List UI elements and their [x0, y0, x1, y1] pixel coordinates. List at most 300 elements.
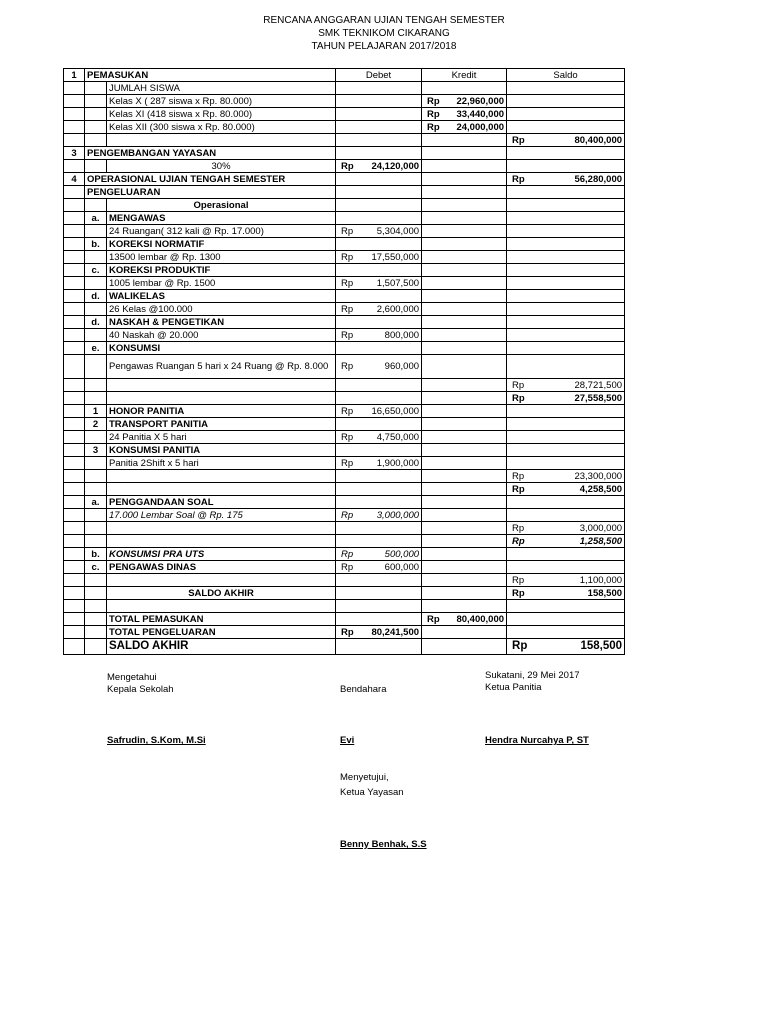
row-description: NASKAH & PENGETIKAN: [107, 316, 336, 329]
row-subindex: [85, 303, 107, 316]
table-row: [64, 290, 625, 303]
row-description: 17.000 Lembar Soal @ Rp. 175: [107, 509, 336, 522]
table-row: [64, 121, 625, 134]
kredit-amount: 24,000,000: [456, 121, 505, 133]
debet-amount: 960,000: [384, 361, 420, 372]
ketua-panitia-name: Hendra Nurcahya P, ST: [485, 735, 589, 746]
table-row: [64, 405, 625, 418]
kredit-cell: [422, 457, 507, 470]
row-subindex: [85, 277, 107, 290]
row-subindex: [85, 134, 107, 147]
row-subindex: [85, 470, 107, 483]
row-number: [64, 457, 85, 470]
row-subindex: [85, 95, 107, 108]
saldo-currency: Rp: [512, 574, 525, 586]
table-row: [64, 444, 625, 457]
saldo-cell: [507, 496, 625, 509]
place-date: Sukatani, 29 Mei 2017: [485, 670, 580, 681]
saldo-cell: [507, 392, 625, 405]
kredit-cell: [422, 392, 507, 405]
debet-cell: [336, 613, 422, 626]
table-row: [64, 277, 625, 290]
row-number: [64, 95, 85, 108]
saldo-cell: [507, 225, 625, 238]
ketua-yayasan-title: Ketua Yayasan: [340, 787, 404, 798]
table-row: [64, 548, 625, 561]
row-number: [64, 225, 85, 238]
kredit-cell: [422, 290, 507, 303]
row-subindex: [85, 379, 107, 392]
row-description: Kelas XII (300 siswa x Rp. 80.000): [107, 121, 336, 134]
debet-cell: [336, 108, 422, 121]
saldo-cell: [507, 574, 625, 587]
row-subindex: [85, 108, 107, 121]
saldo-cell: [507, 509, 625, 522]
table-row: [64, 108, 625, 121]
row-description: [107, 535, 336, 548]
debet-cell: [336, 379, 422, 392]
row-subindex: a.: [85, 496, 107, 509]
debet-cell: [336, 535, 422, 548]
row-description: 26 Kelas @100.000: [107, 303, 336, 316]
table-row: [64, 600, 625, 613]
row-subindex: [85, 522, 107, 535]
row-description: KOREKSI NORMATIF: [107, 238, 336, 251]
kredit-cell: [422, 186, 507, 199]
row-description: WALIKELAS: [107, 290, 336, 303]
table-row: [64, 522, 625, 535]
debet-amount: 800,000: [384, 329, 420, 341]
debet-amount: 500,000: [384, 548, 420, 560]
saldo-cell: [507, 108, 625, 121]
row-number: [64, 379, 85, 392]
row-subindex: [85, 199, 107, 212]
row-description: 30%: [107, 160, 336, 173]
saldo-cell: [507, 483, 625, 496]
table-row: [64, 574, 625, 587]
saldo-amount: 3,000,000: [579, 522, 623, 534]
row-description: KONSUMSI: [107, 342, 336, 355]
row-subindex: [85, 355, 107, 379]
kredit-cell: [422, 418, 507, 431]
saldo-currency: Rp: [512, 134, 525, 146]
debet-cell: [336, 303, 422, 316]
row-number: [64, 405, 85, 418]
kredit-cell: [422, 496, 507, 509]
kredit-cell: [422, 264, 507, 277]
row-number: 1: [64, 69, 85, 82]
row-description: JUMLAH SISWA: [107, 82, 336, 95]
saldo-cell: [507, 329, 625, 342]
row-description: 24 Ruangan( 312 kali @ Rp. 17.000): [107, 225, 336, 238]
kredit-amount: 22,960,000: [456, 95, 505, 107]
column-header-saldo: Saldo: [507, 69, 625, 82]
row-subindex: d.: [85, 290, 107, 303]
kredit-currency: Rp: [427, 108, 440, 120]
row-subindex: [85, 613, 107, 626]
table-row: [64, 561, 625, 574]
kredit-cell: [422, 173, 507, 186]
kredit-cell: [422, 483, 507, 496]
title-line-3: TAHUN PELAJARAN 2017/2018: [311, 41, 457, 52]
kredit-cell: [422, 316, 507, 329]
debet-cell: [336, 355, 422, 379]
row-subindex: [85, 639, 107, 655]
table-row: [64, 329, 625, 342]
kredit-cell: [422, 108, 507, 121]
debet-cell: [336, 444, 422, 457]
table-row: [64, 379, 625, 392]
debet-amount: 5,304,000: [376, 225, 420, 237]
row-description: PENGELUARAN: [85, 186, 336, 199]
column-header-kredit: Kredit: [422, 69, 507, 82]
debet-cell: [336, 561, 422, 574]
kredit-cell: [422, 600, 507, 613]
row-number: [64, 496, 85, 509]
row-description: HONOR PANITIA: [107, 405, 336, 418]
debet-cell: [336, 147, 422, 160]
saldo-amount: 23,300,000: [574, 470, 623, 482]
saldo-cell: [507, 303, 625, 316]
row-description: KONSUMSI PANITIA: [107, 444, 336, 457]
row-description: PENGAWAS DINAS: [107, 561, 336, 574]
saldo-cell: [507, 561, 625, 574]
ketua-yayasan-name: Benny Benhak, S.S: [340, 839, 427, 850]
saldo-cell: [507, 587, 625, 600]
kredit-cell: [422, 199, 507, 212]
kredit-cell: [422, 121, 507, 134]
table-row: [64, 613, 625, 626]
row-subindex: c.: [85, 264, 107, 277]
table-row: [64, 509, 625, 522]
kredit-cell: [422, 444, 507, 457]
saldo-cell: [507, 342, 625, 355]
row-number: [64, 444, 85, 457]
saldo-cell: [507, 134, 625, 147]
row-subindex: [85, 82, 107, 95]
kredit-cell: [422, 561, 507, 574]
debet-amount: 24,120,000: [371, 160, 420, 172]
row-number: [64, 277, 85, 290]
debet-amount: 1,900,000: [376, 457, 420, 469]
saldo-cell: [507, 199, 625, 212]
saldo-cell: [507, 290, 625, 303]
row-description: [107, 392, 336, 405]
row-description: KONSUMSI PRA UTS: [107, 548, 336, 561]
menyetujui-label: Menyetujui,: [340, 772, 389, 783]
table-row: [64, 355, 625, 379]
saldo-amount: 1,100,000: [579, 574, 623, 586]
debet-currency: Rp: [341, 626, 354, 638]
row-subindex: [85, 626, 107, 639]
debet-cell: [336, 121, 422, 134]
row-description: PEMASUKAN: [85, 69, 336, 82]
saldo-cell: [507, 316, 625, 329]
row-description: 1005 lembar @ Rp. 1500: [107, 277, 336, 290]
saldo-amount: 4,258,500: [579, 483, 623, 495]
debet-currency: Rp: [341, 361, 354, 372]
saldo-cell: [507, 238, 625, 251]
row-subindex: 3: [85, 444, 107, 457]
kredit-currency: Rp: [427, 613, 440, 625]
kredit-cell: [422, 639, 507, 655]
row-number: [64, 483, 85, 496]
kepala-sekolah-title: Kepala Sekolah: [107, 684, 174, 695]
debet-amount: 4,750,000: [376, 431, 420, 443]
kredit-cell: [422, 82, 507, 95]
table-row: [64, 95, 625, 108]
kredit-cell: [422, 535, 507, 548]
table-row: [64, 535, 625, 548]
table-row: [64, 160, 625, 173]
debet-cell: [336, 431, 422, 444]
debet-cell: [336, 186, 422, 199]
debet-cell: [336, 587, 422, 600]
saldo-currency: Rp: [512, 535, 525, 547]
kredit-cell: [422, 277, 507, 290]
row-number: [64, 251, 85, 264]
row-subindex: [85, 251, 107, 264]
row-number: [64, 212, 85, 225]
saldo-cell: [507, 264, 625, 277]
row-description: PENGGANDAAN SOAL: [107, 496, 336, 509]
row-number: [64, 186, 85, 199]
debet-amount: 1,507,500: [376, 277, 420, 289]
budget-table: [63, 68, 625, 655]
debet-currency: Rp: [341, 303, 354, 315]
table-row: [64, 496, 625, 509]
saldo-currency: Rp: [512, 173, 525, 185]
saldo-cell: [507, 173, 625, 186]
kredit-currency: Rp: [427, 95, 440, 107]
debet-cell: [336, 238, 422, 251]
saldo-amount: 27,558,500: [574, 392, 623, 404]
debet-cell: [336, 316, 422, 329]
debet-cell: [336, 290, 422, 303]
kepala-sekolah-name: Safrudin, S.Kom, M.Si: [107, 735, 206, 746]
debet-cell: [336, 457, 422, 470]
saldo-currency: Rp: [512, 522, 525, 534]
debet-cell: [336, 600, 422, 613]
table-row: [64, 69, 625, 82]
saldo-cell: [507, 639, 625, 655]
table-row: [64, 238, 625, 251]
table-row: [64, 639, 625, 655]
row-number: [64, 418, 85, 431]
row-number: [64, 82, 85, 95]
row-description: TOTAL PENGELUARAN: [107, 626, 336, 639]
kredit-cell: [422, 95, 507, 108]
saldo-cell: [507, 147, 625, 160]
row-number: [64, 574, 85, 587]
kredit-cell: [422, 238, 507, 251]
row-number: [64, 600, 85, 613]
debet-cell: [336, 574, 422, 587]
row-number: [64, 355, 85, 379]
kredit-cell: [422, 626, 507, 639]
kredit-cell: [422, 251, 507, 264]
row-number: [64, 561, 85, 574]
row-description: SALDO AKHIR: [107, 639, 336, 655]
saldo-cell: [507, 600, 625, 613]
saldo-amount: 28,721,500: [574, 379, 623, 391]
saldo-cell: [507, 251, 625, 264]
kredit-cell: [422, 355, 507, 379]
saldo-currency: Rp: [512, 379, 525, 391]
row-subindex: [85, 483, 107, 496]
debet-currency: Rp: [341, 225, 354, 237]
row-subindex: a.: [85, 212, 107, 225]
saldo-cell: [507, 522, 625, 535]
table-row: [64, 316, 625, 329]
debet-cell: [336, 522, 422, 535]
kredit-currency: Rp: [427, 121, 440, 133]
table-row: [64, 199, 625, 212]
row-description: 40 Naskah @ 20.000: [107, 329, 336, 342]
debet-cell: [336, 470, 422, 483]
saldo-currency: Rp: [512, 392, 525, 404]
table-row: [64, 587, 625, 600]
kredit-cell: [422, 212, 507, 225]
table-row: [64, 470, 625, 483]
debet-amount: 80,241,500: [371, 626, 420, 638]
kredit-cell: [422, 431, 507, 444]
debet-cell: [336, 134, 422, 147]
row-subindex: [85, 121, 107, 134]
debet-currency: Rp: [341, 405, 354, 417]
saldo-cell: [507, 355, 625, 379]
saldo-cell: [507, 82, 625, 95]
saldo-cell: [507, 548, 625, 561]
kredit-cell: [422, 147, 507, 160]
debet-cell: [336, 199, 422, 212]
debet-cell: [336, 264, 422, 277]
row-subindex: [85, 392, 107, 405]
debet-cell: [336, 509, 422, 522]
kredit-cell: [422, 379, 507, 392]
saldo-cell: [507, 95, 625, 108]
row-subindex: 2: [85, 418, 107, 431]
table-row: [64, 483, 625, 496]
kredit-amount: 33,440,000: [456, 108, 505, 120]
kredit-cell: [422, 160, 507, 173]
saldo-currency: Rp: [512, 640, 528, 652]
row-subindex: [85, 431, 107, 444]
saldo-cell: [507, 277, 625, 290]
debet-currency: Rp: [341, 160, 354, 172]
saldo-cell: [507, 444, 625, 457]
row-number: [64, 548, 85, 561]
debet-cell: [336, 639, 422, 655]
row-number: 4: [64, 173, 85, 186]
debet-cell: [336, 329, 422, 342]
table-row: [64, 418, 625, 431]
saldo-cell: [507, 431, 625, 444]
kredit-cell: [422, 470, 507, 483]
saldo-cell: [507, 160, 625, 173]
row-number: [64, 160, 85, 173]
kredit-cell: [422, 613, 507, 626]
row-number: [64, 613, 85, 626]
debet-amount: 600,000: [384, 561, 420, 573]
debet-cell: [336, 160, 422, 173]
table-row: [64, 225, 625, 238]
row-description: [107, 470, 336, 483]
saldo-amount: 80,400,000: [574, 134, 623, 146]
table-row: [64, 82, 625, 95]
table-row: [64, 457, 625, 470]
ketua-panitia-title: Ketua Panitia: [485, 682, 542, 693]
row-number: [64, 470, 85, 483]
debet-cell: [336, 82, 422, 95]
row-subindex: [85, 225, 107, 238]
row-description: Panitia 2Shift x 5 hari: [107, 457, 336, 470]
kredit-amount: 80,400,000: [456, 613, 505, 625]
table-row: [64, 251, 625, 264]
row-number: [64, 134, 85, 147]
row-description: Kelas XI (418 siswa x Rp. 80.000): [107, 108, 336, 121]
row-number: [64, 316, 85, 329]
saldo-currency: Rp: [512, 483, 525, 495]
saldo-currency: Rp: [512, 470, 525, 482]
row-subindex: e.: [85, 342, 107, 355]
row-subindex: b.: [85, 548, 107, 561]
saldo-amount: 56,280,000: [574, 173, 623, 185]
kredit-cell: [422, 303, 507, 316]
row-subindex: [85, 535, 107, 548]
kredit-cell: [422, 574, 507, 587]
saldo-cell: [507, 470, 625, 483]
budget-table-body: [64, 69, 625, 655]
debet-cell: [336, 95, 422, 108]
row-description: Kelas X ( 287 siswa x Rp. 80.000): [107, 95, 336, 108]
saldo-cell: [507, 626, 625, 639]
saldo-cell: [507, 405, 625, 418]
row-number: [64, 199, 85, 212]
kredit-cell: [422, 509, 507, 522]
saldo-amount: 158,500: [587, 587, 623, 599]
debet-cell: [336, 342, 422, 355]
debet-currency: Rp: [341, 457, 354, 469]
bendahara-title: Bendahara: [340, 684, 387, 695]
saldo-cell: [507, 121, 625, 134]
kredit-cell: [422, 329, 507, 342]
saldo-cell: [507, 535, 625, 548]
debet-currency: Rp: [341, 561, 354, 573]
kredit-cell: [422, 522, 507, 535]
bendahara-name: Evi: [340, 735, 355, 746]
row-description: [107, 379, 336, 392]
row-description: 13500 lembar @ Rp. 1300: [107, 251, 336, 264]
debet-cell: [336, 225, 422, 238]
row-description: Pengawas Ruangan 5 hari x 24 Ruang @ Rp. 8.000: [107, 355, 336, 379]
saldo-amount: 1,258,500: [579, 535, 623, 547]
row-subindex: [85, 600, 107, 613]
table-row: [64, 626, 625, 639]
row-number: [64, 639, 85, 655]
debet-cell: [336, 496, 422, 509]
table-row: [64, 173, 625, 186]
saldo-cell: [507, 418, 625, 431]
row-description: [107, 483, 336, 496]
row-subindex: [85, 457, 107, 470]
row-number: [64, 303, 85, 316]
row-description: [107, 574, 336, 587]
row-description: 24 Panitia X 5 hari: [107, 431, 336, 444]
table-row: [64, 134, 625, 147]
row-number: [64, 290, 85, 303]
debet-amount: 16,650,000: [371, 405, 420, 417]
